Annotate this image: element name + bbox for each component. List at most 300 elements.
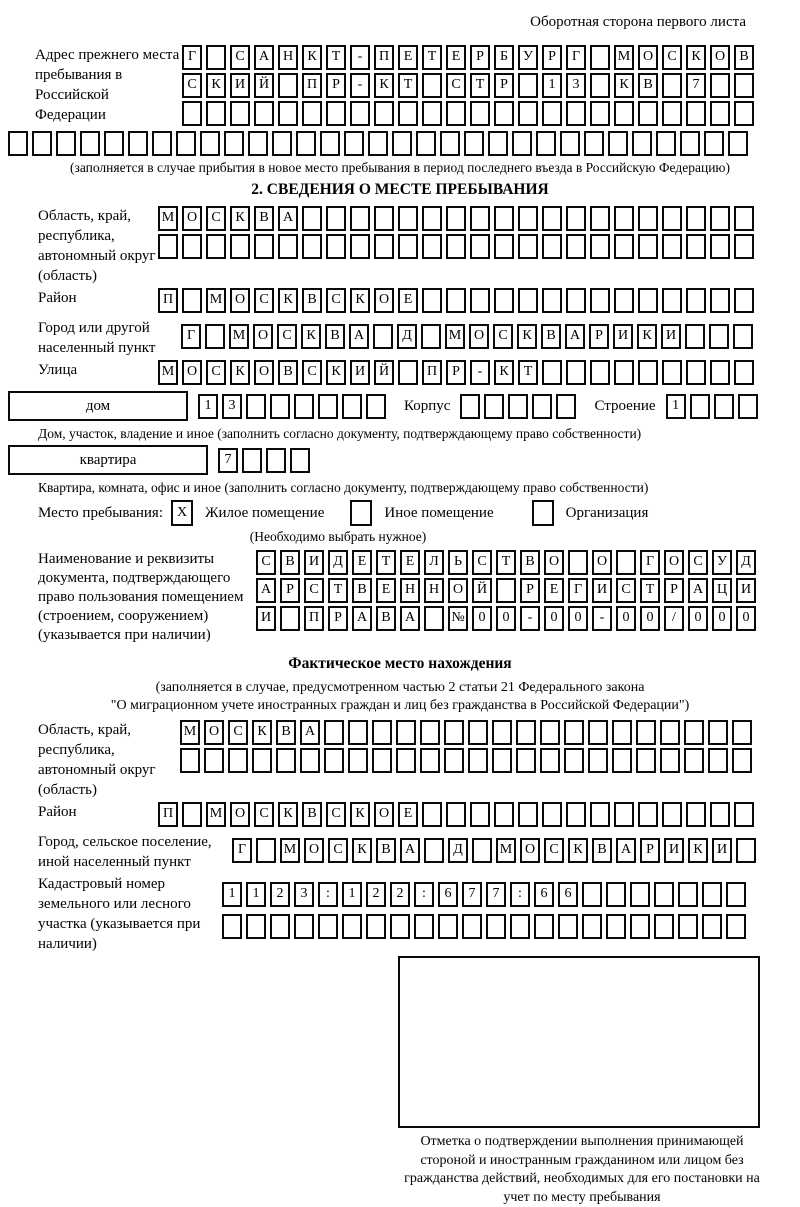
char-box[interactable]	[8, 131, 28, 156]
char-box[interactable]	[710, 360, 730, 385]
char-box[interactable]	[690, 394, 710, 419]
char-box[interactable]: К	[350, 802, 370, 827]
char-box[interactable]: 1	[246, 882, 266, 907]
char-box[interactable]	[660, 720, 680, 745]
char-box[interactable]: Г	[181, 324, 201, 349]
char-box[interactable]	[422, 206, 442, 231]
char-box[interactable]	[614, 206, 634, 231]
char-box[interactable]: П	[374, 45, 394, 70]
char-box[interactable]	[606, 914, 626, 939]
char-box[interactable]	[590, 73, 610, 98]
char-box[interactable]	[228, 748, 248, 773]
char-box[interactable]: С	[254, 288, 274, 313]
char-box[interactable]	[662, 206, 682, 231]
char-box[interactable]	[342, 914, 362, 939]
char-box[interactable]	[182, 101, 202, 126]
char-box[interactable]	[422, 802, 442, 827]
char-box[interactable]	[446, 234, 466, 259]
char-box[interactable]	[230, 234, 250, 259]
char-box[interactable]	[590, 206, 610, 231]
char-box[interactable]: С	[254, 802, 274, 827]
char-box[interactable]	[638, 206, 658, 231]
char-box[interactable]	[494, 288, 514, 313]
char-box[interactable]	[326, 234, 346, 259]
char-box[interactable]	[662, 288, 682, 313]
char-box[interactable]	[518, 206, 538, 231]
char-box[interactable]	[420, 720, 440, 745]
char-box[interactable]	[294, 914, 314, 939]
char-box[interactable]: В	[325, 324, 345, 349]
char-box[interactable]	[510, 914, 530, 939]
residence-checkbox-zhiloye[interactable]: X	[171, 500, 193, 526]
char-box[interactable]	[590, 101, 610, 126]
char-box[interactable]: П	[158, 288, 178, 313]
char-box[interactable]	[660, 748, 680, 773]
char-box[interactable]: :	[414, 882, 434, 907]
char-box[interactable]: О	[182, 360, 202, 385]
char-box[interactable]: С	[326, 288, 346, 313]
char-box[interactable]	[662, 73, 682, 98]
char-box[interactable]	[638, 802, 658, 827]
char-box[interactable]	[734, 234, 754, 259]
char-box[interactable]	[566, 234, 586, 259]
char-box[interactable]: Н	[278, 45, 298, 70]
char-box[interactable]	[662, 234, 682, 259]
char-box[interactable]	[568, 550, 588, 575]
char-box[interactable]	[374, 206, 394, 231]
char-box[interactable]	[566, 360, 586, 385]
char-box[interactable]	[252, 748, 272, 773]
char-box[interactable]	[536, 131, 556, 156]
char-box[interactable]	[734, 288, 754, 313]
char-box[interactable]: В	[278, 360, 298, 385]
char-box[interactable]: И	[736, 578, 756, 603]
char-box[interactable]	[484, 394, 504, 419]
char-box[interactable]	[344, 131, 364, 156]
char-box[interactable]: С	[206, 206, 226, 231]
char-box[interactable]	[324, 748, 344, 773]
char-box[interactable]: М	[158, 206, 178, 231]
char-box[interactable]: Р	[446, 360, 466, 385]
char-box[interactable]	[542, 288, 562, 313]
char-box[interactable]	[630, 882, 650, 907]
char-box[interactable]	[584, 131, 604, 156]
char-box[interactable]	[374, 234, 394, 259]
char-box[interactable]: 7	[686, 73, 706, 98]
char-box[interactable]	[616, 550, 636, 575]
char-box[interactable]: 1	[198, 394, 218, 419]
char-box[interactable]	[516, 748, 536, 773]
char-box[interactable]: О	[664, 550, 684, 575]
char-box[interactable]	[470, 101, 490, 126]
char-box[interactable]: И	[661, 324, 681, 349]
char-box[interactable]: Е	[352, 550, 372, 575]
char-box[interactable]: К	[568, 838, 588, 863]
char-box[interactable]	[614, 288, 634, 313]
char-box[interactable]	[709, 324, 729, 349]
char-box[interactable]	[542, 802, 562, 827]
char-box[interactable]: 0	[544, 606, 564, 631]
char-box[interactable]	[678, 882, 698, 907]
char-box[interactable]: А	[616, 838, 636, 863]
char-box[interactable]: -	[592, 606, 612, 631]
char-box[interactable]	[350, 234, 370, 259]
char-box[interactable]: А	[256, 578, 276, 603]
char-box[interactable]	[276, 748, 296, 773]
char-box[interactable]: Т	[470, 73, 490, 98]
char-box[interactable]: В	[280, 550, 300, 575]
char-box[interactable]	[422, 73, 442, 98]
char-box[interactable]	[182, 288, 202, 313]
char-box[interactable]	[421, 324, 441, 349]
char-box[interactable]: О	[253, 324, 273, 349]
char-box[interactable]	[686, 360, 706, 385]
char-box[interactable]	[662, 360, 682, 385]
char-box[interactable]	[302, 206, 322, 231]
char-box[interactable]	[294, 394, 314, 419]
char-box[interactable]: И	[230, 73, 250, 98]
char-box[interactable]	[656, 131, 676, 156]
char-box[interactable]	[590, 45, 610, 70]
char-box[interactable]: 3	[294, 882, 314, 907]
char-box[interactable]: 1	[342, 882, 362, 907]
char-box[interactable]	[630, 914, 650, 939]
char-box[interactable]: М	[206, 288, 226, 313]
char-box[interactable]: В	[352, 578, 372, 603]
char-box[interactable]: О	[710, 45, 730, 70]
char-box[interactable]	[342, 394, 362, 419]
char-box[interactable]	[420, 748, 440, 773]
char-box[interactable]: 7	[462, 882, 482, 907]
char-box[interactable]: С	[662, 45, 682, 70]
char-box[interactable]: Р	[326, 73, 346, 98]
char-box[interactable]	[470, 802, 490, 827]
char-box[interactable]: О	[230, 802, 250, 827]
char-box[interactable]: 1	[222, 882, 242, 907]
char-box[interactable]	[638, 360, 658, 385]
char-box[interactable]	[396, 748, 416, 773]
char-box[interactable]	[56, 131, 76, 156]
char-box[interactable]	[684, 720, 704, 745]
char-box[interactable]: Т	[496, 550, 516, 575]
char-box[interactable]	[290, 448, 310, 473]
char-box[interactable]: Д	[328, 550, 348, 575]
char-box[interactable]	[440, 131, 460, 156]
char-box[interactable]: №	[448, 606, 468, 631]
char-box[interactable]	[444, 720, 464, 745]
char-box[interactable]	[422, 288, 442, 313]
char-box[interactable]	[558, 914, 578, 939]
char-box[interactable]	[686, 288, 706, 313]
char-box[interactable]	[152, 131, 172, 156]
char-box[interactable]: М	[614, 45, 634, 70]
char-box[interactable]: С	[302, 360, 322, 385]
char-box[interactable]	[566, 206, 586, 231]
char-box[interactable]	[518, 234, 538, 259]
char-box[interactable]: М	[158, 360, 178, 385]
char-box[interactable]	[512, 131, 532, 156]
char-box[interactable]: К	[688, 838, 708, 863]
char-box[interactable]: С	[616, 578, 636, 603]
char-box[interactable]	[254, 234, 274, 259]
char-box[interactable]	[636, 748, 656, 773]
char-box[interactable]: Ц	[712, 578, 732, 603]
char-box[interactable]	[398, 101, 418, 126]
char-box[interactable]: 7	[486, 882, 506, 907]
char-box[interactable]	[726, 882, 746, 907]
char-box[interactable]	[612, 748, 632, 773]
char-box[interactable]: 0	[472, 606, 492, 631]
char-box[interactable]	[414, 914, 434, 939]
char-box[interactable]: С	[688, 550, 708, 575]
char-box[interactable]	[638, 288, 658, 313]
char-box[interactable]	[246, 914, 266, 939]
char-box[interactable]: К	[301, 324, 321, 349]
char-box[interactable]	[542, 101, 562, 126]
char-box[interactable]	[422, 234, 442, 259]
char-box[interactable]	[318, 394, 338, 419]
char-box[interactable]: В	[376, 838, 396, 863]
char-box[interactable]: К	[374, 73, 394, 98]
char-box[interactable]	[614, 360, 634, 385]
char-box[interactable]: -	[350, 45, 370, 70]
char-box[interactable]	[566, 802, 586, 827]
char-box[interactable]	[270, 914, 290, 939]
char-box[interactable]	[710, 206, 730, 231]
char-box[interactable]: 2	[270, 882, 290, 907]
char-box[interactable]	[702, 914, 722, 939]
char-box[interactable]: Г	[640, 550, 660, 575]
char-box[interactable]: П	[302, 73, 322, 98]
char-box[interactable]: В	[254, 206, 274, 231]
char-box[interactable]	[200, 131, 220, 156]
char-box[interactable]	[278, 73, 298, 98]
char-box[interactable]: С	[206, 360, 226, 385]
char-box[interactable]: Г	[182, 45, 202, 70]
char-box[interactable]: С	[472, 550, 492, 575]
char-box[interactable]	[590, 802, 610, 827]
char-box[interactable]: К	[278, 802, 298, 827]
char-box[interactable]	[728, 131, 748, 156]
char-box[interactable]	[632, 131, 652, 156]
char-box[interactable]	[508, 394, 528, 419]
char-box[interactable]: О	[204, 720, 224, 745]
char-box[interactable]: Н	[424, 578, 444, 603]
char-box[interactable]	[280, 606, 300, 631]
char-box[interactable]: М	[180, 720, 200, 745]
char-box[interactable]	[738, 394, 758, 419]
char-box[interactable]	[272, 131, 292, 156]
char-box[interactable]	[32, 131, 52, 156]
char-box[interactable]: И	[592, 578, 612, 603]
char-box[interactable]	[206, 234, 226, 259]
char-box[interactable]: Е	[400, 550, 420, 575]
char-box[interactable]: :	[510, 882, 530, 907]
char-box[interactable]	[296, 131, 316, 156]
char-box[interactable]: С	[544, 838, 564, 863]
char-box[interactable]	[636, 720, 656, 745]
char-box[interactable]	[398, 234, 418, 259]
char-box[interactable]: У	[712, 550, 732, 575]
char-box[interactable]: /	[664, 606, 684, 631]
char-box[interactable]	[588, 748, 608, 773]
char-box[interactable]	[702, 882, 722, 907]
char-box[interactable]	[494, 234, 514, 259]
char-box[interactable]: И	[613, 324, 633, 349]
char-box[interactable]	[496, 578, 516, 603]
char-box[interactable]: 6	[438, 882, 458, 907]
char-box[interactable]: Е	[376, 578, 396, 603]
char-box[interactable]	[242, 448, 262, 473]
char-box[interactable]	[564, 720, 584, 745]
char-box[interactable]	[686, 234, 706, 259]
char-box[interactable]	[348, 720, 368, 745]
char-box[interactable]	[590, 288, 610, 313]
char-box[interactable]	[488, 131, 508, 156]
char-box[interactable]	[678, 914, 698, 939]
char-box[interactable]: О	[374, 288, 394, 313]
char-box[interactable]: Г	[566, 45, 586, 70]
char-box[interactable]	[608, 131, 628, 156]
char-box[interactable]: С	[182, 73, 202, 98]
char-box[interactable]	[246, 394, 266, 419]
char-box[interactable]: М	[206, 802, 226, 827]
char-box[interactable]	[182, 234, 202, 259]
char-box[interactable]: В	[376, 606, 396, 631]
char-box[interactable]	[614, 802, 634, 827]
char-box[interactable]	[176, 131, 196, 156]
char-box[interactable]: Р	[520, 578, 540, 603]
char-box[interactable]: -	[350, 73, 370, 98]
char-box[interactable]	[566, 288, 586, 313]
char-box[interactable]	[348, 748, 368, 773]
char-box[interactable]: И	[712, 838, 732, 863]
char-box[interactable]	[270, 394, 290, 419]
char-box[interactable]: А	[349, 324, 369, 349]
char-box[interactable]	[566, 101, 586, 126]
char-box[interactable]: 2	[366, 882, 386, 907]
char-box[interactable]	[540, 720, 560, 745]
char-box[interactable]: И	[350, 360, 370, 385]
char-box[interactable]: М	[280, 838, 300, 863]
char-box[interactable]	[470, 288, 490, 313]
char-box[interactable]: В	[520, 550, 540, 575]
char-box[interactable]: К	[494, 360, 514, 385]
char-box[interactable]	[732, 748, 752, 773]
char-box[interactable]	[614, 234, 634, 259]
char-box[interactable]: Р	[328, 606, 348, 631]
char-box[interactable]: К	[302, 45, 322, 70]
char-box[interactable]	[654, 882, 674, 907]
char-box[interactable]	[710, 288, 730, 313]
char-box[interactable]: 6	[534, 882, 554, 907]
char-box[interactable]	[128, 131, 148, 156]
char-box[interactable]: К	[517, 324, 537, 349]
char-box[interactable]: Й	[472, 578, 492, 603]
char-box[interactable]	[318, 914, 338, 939]
char-box[interactable]: Т	[640, 578, 660, 603]
char-box[interactable]	[372, 720, 392, 745]
char-box[interactable]	[654, 914, 674, 939]
char-box[interactable]	[424, 838, 444, 863]
char-box[interactable]: О	[520, 838, 540, 863]
char-box[interactable]: Д	[448, 838, 468, 863]
char-box[interactable]	[588, 720, 608, 745]
char-box[interactable]	[104, 131, 124, 156]
char-box[interactable]	[398, 360, 418, 385]
char-box[interactable]: К	[686, 45, 706, 70]
char-box[interactable]: А	[278, 206, 298, 231]
char-box[interactable]: У	[518, 45, 538, 70]
char-box[interactable]	[350, 101, 370, 126]
char-box[interactable]	[582, 914, 602, 939]
char-box[interactable]: В	[302, 802, 322, 827]
char-box[interactable]: О	[544, 550, 564, 575]
char-box[interactable]	[254, 101, 274, 126]
char-box[interactable]: Р	[494, 73, 514, 98]
char-box[interactable]	[248, 131, 268, 156]
char-box[interactable]	[714, 394, 734, 419]
char-box[interactable]: 0	[568, 606, 588, 631]
char-box[interactable]: Р	[470, 45, 490, 70]
char-box[interactable]	[422, 101, 442, 126]
char-box[interactable]: Т	[376, 550, 396, 575]
char-box[interactable]	[182, 802, 202, 827]
char-box[interactable]: Т	[518, 360, 538, 385]
char-box[interactable]: О	[638, 45, 658, 70]
char-box[interactable]: Л	[424, 550, 444, 575]
char-box[interactable]: Е	[544, 578, 564, 603]
char-box[interactable]	[710, 234, 730, 259]
char-box[interactable]: Г	[232, 838, 252, 863]
char-box[interactable]: К	[278, 288, 298, 313]
char-box[interactable]: А	[300, 720, 320, 745]
char-box[interactable]: К	[352, 838, 372, 863]
char-box[interactable]	[158, 234, 178, 259]
char-box[interactable]: -	[470, 360, 490, 385]
char-box[interactable]	[256, 838, 276, 863]
char-box[interactable]: К	[326, 360, 346, 385]
char-box[interactable]: К	[637, 324, 657, 349]
char-box[interactable]	[368, 131, 388, 156]
char-box[interactable]	[278, 234, 298, 259]
char-box[interactable]: 3	[222, 394, 242, 419]
char-box[interactable]	[684, 748, 704, 773]
char-box[interactable]	[180, 748, 200, 773]
char-box[interactable]	[444, 748, 464, 773]
char-box[interactable]	[326, 206, 346, 231]
char-box[interactable]	[732, 720, 752, 745]
char-box[interactable]: Р	[640, 838, 660, 863]
char-box[interactable]	[366, 914, 386, 939]
char-box[interactable]: 1	[542, 73, 562, 98]
char-box[interactable]	[710, 73, 730, 98]
char-box[interactable]: С	[446, 73, 466, 98]
char-box[interactable]	[486, 914, 506, 939]
char-box[interactable]	[372, 748, 392, 773]
residence-checkbox-organizatsiya[interactable]	[532, 500, 554, 526]
char-box[interactable]: Е	[398, 45, 418, 70]
char-box[interactable]	[446, 206, 466, 231]
char-box[interactable]: 3	[566, 73, 586, 98]
char-box[interactable]: О	[592, 550, 612, 575]
char-box[interactable]	[494, 802, 514, 827]
char-box[interactable]: О	[182, 206, 202, 231]
char-box[interactable]	[564, 748, 584, 773]
char-box[interactable]	[222, 914, 242, 939]
char-box[interactable]: О	[469, 324, 489, 349]
char-box[interactable]: Б	[494, 45, 514, 70]
